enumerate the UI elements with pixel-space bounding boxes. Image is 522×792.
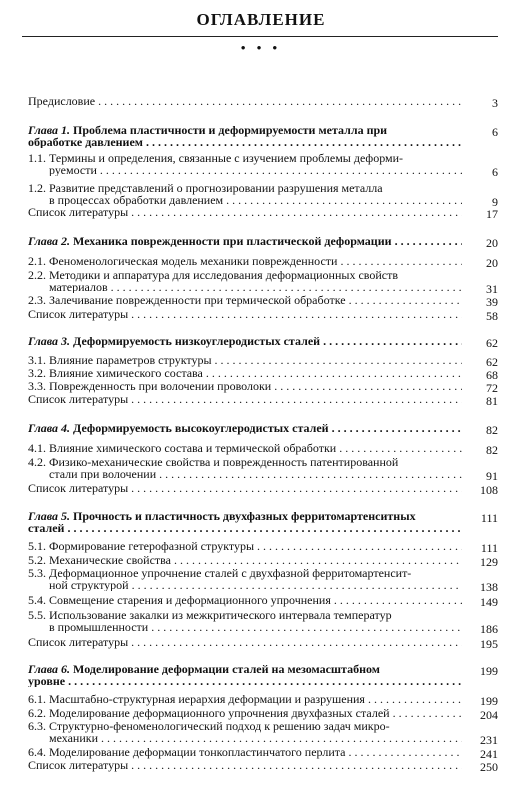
entry-title-line: 5.1. Формирование гетерофазной структуры xyxy=(28,541,255,553)
entry-title-line: 4.2. Физико-механические свойства и поврежденность патентированной xyxy=(28,455,399,469)
chapter-label: Глава 3. xyxy=(28,336,71,348)
entry-title-line: Механика поврежденности при пластической деформации xyxy=(73,236,392,248)
entry-title-line: Список литературы xyxy=(28,637,129,649)
entry-title-line: 6.4. Моделирование деформации тонкопластинчатого перлита xyxy=(28,747,346,759)
page-number: 3 xyxy=(492,96,498,110)
page-number: 68 xyxy=(486,368,498,382)
page-number: 20 xyxy=(486,236,498,250)
page-number: 199 xyxy=(480,694,498,708)
page-number: 111 xyxy=(480,541,498,555)
toc-entry xyxy=(28,595,462,607)
entry-title-line: 2.2. Методики и аппаратура для исследования деформационных свойств xyxy=(28,268,399,282)
toc-entry xyxy=(28,708,462,720)
entry-title-line: Список литературы xyxy=(28,483,129,495)
chapter-label: Глава 6. xyxy=(28,662,71,676)
toc-chapter-entry xyxy=(28,336,462,348)
entry-title-line: 3.3. Поврежденность при волочении проволоки xyxy=(28,381,272,393)
entry-title-line: 6.3. Структурно-феноменологический подход к решению задач микро- xyxy=(28,719,390,733)
toc-entry xyxy=(28,270,462,293)
page-number: 72 xyxy=(486,381,498,395)
toc-entry xyxy=(28,721,462,744)
entry-title-line: 5.2. Механические свойства xyxy=(28,555,171,567)
entry-title-line: ной структурой xyxy=(49,579,129,591)
page-number: 62 xyxy=(486,336,498,350)
page-number: 82 xyxy=(486,423,498,437)
chapter-label: Глава 5. xyxy=(28,509,71,523)
page-number: 58 xyxy=(486,309,498,323)
page-number: 62 xyxy=(486,355,498,369)
toc-entry xyxy=(28,256,462,268)
entry-title-line: 2.1. Феноменологическая модель механики поврежденности xyxy=(28,256,338,268)
entry-title-line: Проблема пластичности и деформируемости металла при xyxy=(73,123,388,137)
toc-chapter-entry xyxy=(28,511,462,534)
toc-entry xyxy=(28,96,462,108)
page-number: 149 xyxy=(480,595,498,609)
entry-title-line: уровне xyxy=(28,675,66,687)
page-number: 138 xyxy=(480,579,498,594)
page-number: 6 xyxy=(492,125,498,139)
toc-entry xyxy=(28,295,462,307)
page-number: 186 xyxy=(480,621,498,636)
toc-entry xyxy=(28,694,462,706)
entry-title-line: стали при волочении xyxy=(49,468,157,480)
page-number: 31 xyxy=(486,281,498,296)
toc-entry xyxy=(28,381,462,393)
entry-title-line: материалов xyxy=(49,281,108,293)
entry-title-line: 4.1. Влияние химического состава и термической обработки xyxy=(28,443,337,455)
toc-entry xyxy=(28,355,462,367)
toc-entry xyxy=(28,747,462,759)
page-number: 20 xyxy=(486,256,498,270)
ornament-dots: • • • xyxy=(240,40,282,55)
toc-entry xyxy=(28,555,462,567)
entry-title-line: 6.2. Моделирование деформационного упрочнения двухфазных сталей xyxy=(28,708,390,720)
entry-title-line: Моделирование деформации сталей на мезомасштабном xyxy=(73,662,380,676)
entry-title-line: 6.1. Масштабно-структурная иерархия деформации и разрушения xyxy=(28,694,365,706)
page-number: 91 xyxy=(486,468,498,483)
page-number: 17 xyxy=(486,207,498,221)
entry-title-line: 5.4. Совмещение старения и деформационного упрочнения xyxy=(28,595,331,607)
entry-title-line: Деформируемость низкоуглеродистых сталей xyxy=(73,336,321,348)
page-number: 6 xyxy=(492,164,498,179)
page-number: 108 xyxy=(480,483,498,497)
page-number: 241 xyxy=(480,747,498,761)
chapter-label: Глава 1. xyxy=(28,123,71,137)
entry-title-line: 3.1. Влияние параметров структуры xyxy=(28,355,212,367)
toc-entry xyxy=(28,183,462,206)
toc-entry xyxy=(28,368,462,380)
entry-title-line: Список литературы xyxy=(28,394,129,406)
entry-title-line: обработке давлением xyxy=(28,136,143,148)
entry-title-line: Деформируемость высокоуглеродистых сталей xyxy=(73,423,329,435)
toc-entry xyxy=(28,541,462,553)
entry-title-line: в процессах обработки давлением xyxy=(49,194,224,206)
page-number: 204 xyxy=(480,708,498,722)
toc-entry xyxy=(28,153,462,176)
page-number: 81 xyxy=(486,394,498,408)
toc-entry xyxy=(28,760,462,772)
page-number: 9 xyxy=(492,194,498,209)
entry-title-line: Прочность и пластичность двухфазных ферритомартенситных xyxy=(73,509,416,523)
chapter-label: Глава 4. xyxy=(28,423,71,435)
entry-title-line: 2.3. Залечивание поврежденности при термической обработке xyxy=(28,295,346,307)
page-number: 111 xyxy=(480,511,498,525)
toc-entry xyxy=(28,207,462,219)
page-number: 250 xyxy=(480,760,498,774)
entry-title-line: в промышленности xyxy=(49,621,149,633)
toc-entry xyxy=(28,637,462,649)
entry-title-line: 5.5. Использование закалки из межкритического интервала температур xyxy=(28,608,392,622)
page-number: 129 xyxy=(480,555,498,569)
entry-title-line: 1.1. Термины и определения, связанные с изучением проблемы деформи- xyxy=(28,151,404,165)
toc-chapter-entry xyxy=(28,125,462,148)
entry-title-line: Предисловие xyxy=(28,96,96,108)
toc-entry xyxy=(28,568,462,591)
page-title: ОГЛАВЛЕНИЕ xyxy=(196,10,326,29)
entry-title-line: Список литературы xyxy=(28,207,129,219)
entry-title-line: 1.2. Развитие представлений о прогнозировании разрушения металла xyxy=(28,181,383,195)
toc-chapter-entry xyxy=(28,664,462,687)
entry-title-line: руемости xyxy=(49,164,97,176)
page-number: 195 xyxy=(480,637,498,651)
entry-title-line: сталей xyxy=(28,522,65,534)
page-number: 231 xyxy=(480,732,498,747)
page-number: 199 xyxy=(480,664,498,678)
entry-title-line: механики xyxy=(49,732,99,744)
page-number: 39 xyxy=(486,295,498,309)
toc-entry xyxy=(28,394,462,406)
toc-chapter-entry xyxy=(28,236,462,248)
entry-title-line: 5.3. Деформационное упрочнение сталей с двухфазной ферритомартенсит- xyxy=(28,566,412,580)
toc-entry xyxy=(28,443,462,455)
toc-entry xyxy=(28,610,462,633)
toc-entry xyxy=(28,309,462,321)
toc-chapter-entry xyxy=(28,423,462,435)
entry-title-line: 3.2. Влияние химического состава xyxy=(28,368,203,380)
chapter-label: Глава 2. xyxy=(28,236,71,248)
toc-entry xyxy=(28,457,462,480)
entry-title-line: Список литературы xyxy=(28,309,129,321)
entry-title-line: Список литературы xyxy=(28,760,129,772)
page-number: 82 xyxy=(486,443,498,457)
toc-entry xyxy=(28,483,462,495)
